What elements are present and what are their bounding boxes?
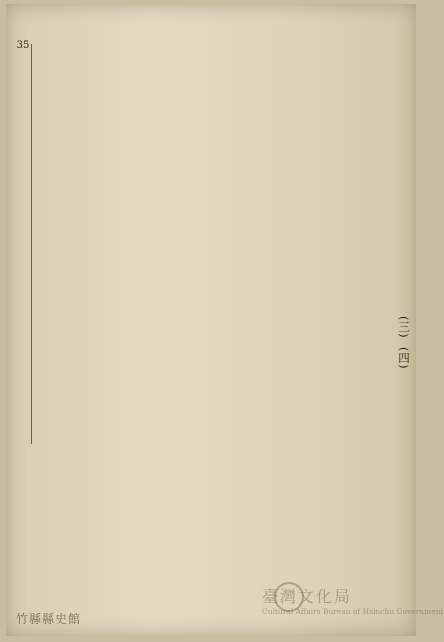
page-number: 35 [16, 40, 30, 51]
body-text-lower [42, 314, 410, 614]
institution-watermark [262, 584, 444, 642]
library-stamp: 竹縣縣史館 [16, 612, 82, 626]
body-text-upper [42, 44, 410, 300]
watermark-english: Cultural Affairs Bureau of Hsinchu Government [262, 607, 444, 616]
section-marker-four: (四) [397, 346, 411, 369]
section-marker-three: (三) [397, 316, 411, 339]
watermark-title: 臺灣文化局 [262, 587, 353, 606]
document-page [6, 4, 444, 636]
header-rule [16, 44, 32, 444]
running-header [16, 38, 31, 53]
